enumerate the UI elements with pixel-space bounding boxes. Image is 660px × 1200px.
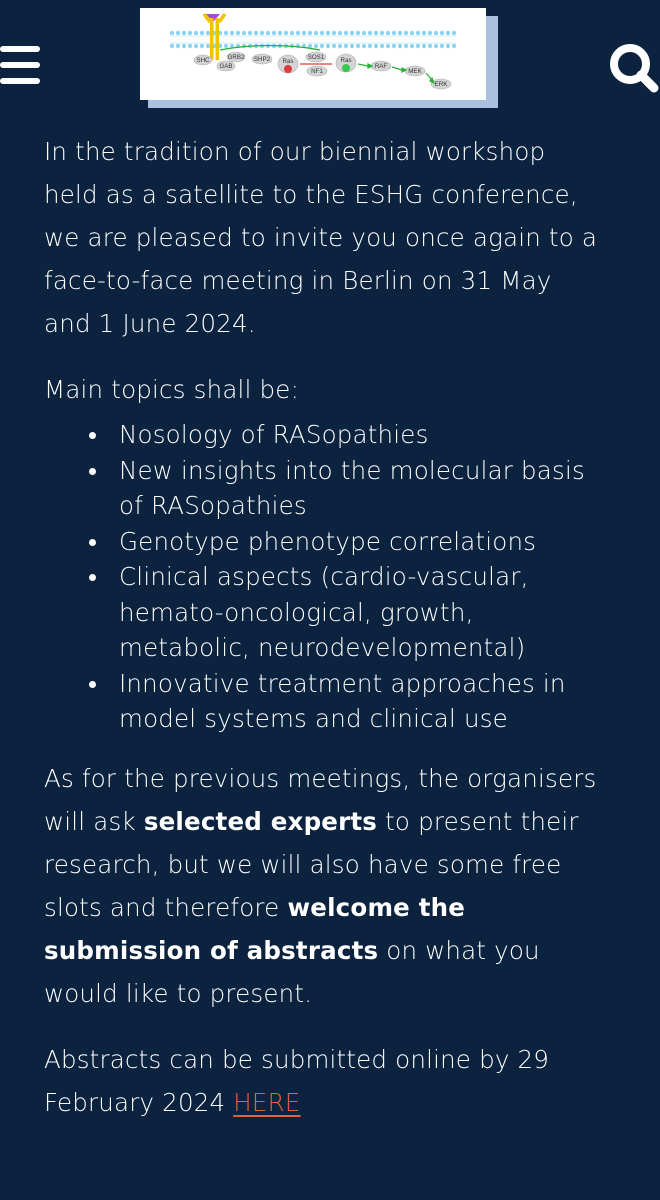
- list-item: Nosology of RASopathies: [44, 417, 599, 453]
- previous-meetings-paragraph: [44, 757, 604, 1015]
- welcome-submission-text: welcome the submission of abstracts: [44, 892, 466, 965]
- topics-heading: Main topics shall be:: [44, 375, 300, 404]
- abstracts-paragraph: [44, 1038, 604, 1124]
- prev-text-2: to present their research, but we will also have some free slots and therefore: [44, 806, 579, 922]
- abstracts-text: Abstracts can be submitted online by 29 February 2024: [44, 1044, 550, 1117]
- banner-label-sos1: SOS1: [307, 54, 325, 61]
- banner-label-shc: SHC: [196, 57, 210, 64]
- header-banner[interactable]: [140, 8, 498, 110]
- banner-label-erk: ERK: [434, 81, 448, 88]
- site-header: [0, 0, 660, 120]
- list-item: Innovative treatment approaches in model systems and clinical use: [44, 666, 599, 737]
- list-item: New insights into the molecular basis of RASopathies: [44, 453, 599, 524]
- banner-label-shp2: SHP2: [253, 56, 271, 63]
- intro-paragraph: In the tradition of our biennial workshop held as a satellite to the ESHG conference, we are pleased to invite you once again to a face-to-face meeting in Berlin on 31 May and 1 June 2024.: [44, 137, 598, 338]
- list-item: Genotype phenotype correlations: [44, 524, 599, 560]
- search-icon[interactable]: [600, 38, 660, 94]
- banner-label-raf: RAF: [374, 63, 388, 70]
- list-item: Clinical aspects (cardio-vascular, hemato-oncological, growth, metabolic, neurodevelopmental): [44, 559, 599, 666]
- banner-label-gab: GAB: [219, 63, 233, 70]
- topics-list: [44, 417, 604, 737]
- main-content: [44, 130, 604, 1124]
- ras-pathway-image: [140, 8, 486, 100]
- banner-label-ras-gdp: Ras: [282, 58, 294, 65]
- hamburger-menu-icon[interactable]: [0, 46, 40, 84]
- prev-text-3: on what you would like to present.: [44, 935, 540, 1008]
- banner-label-nf1: NF1: [311, 68, 323, 75]
- prev-text-1: As for the previous meetings, the organisers will ask: [44, 763, 597, 836]
- here-link[interactable]: HERE: [233, 1087, 301, 1117]
- banner-label-ras-gtp: Ras: [340, 57, 352, 64]
- selected-experts-text: selected experts: [143, 806, 378, 836]
- banner-label-grb2: GRB2: [227, 54, 245, 61]
- banner-label-mek: MEK: [408, 68, 422, 75]
